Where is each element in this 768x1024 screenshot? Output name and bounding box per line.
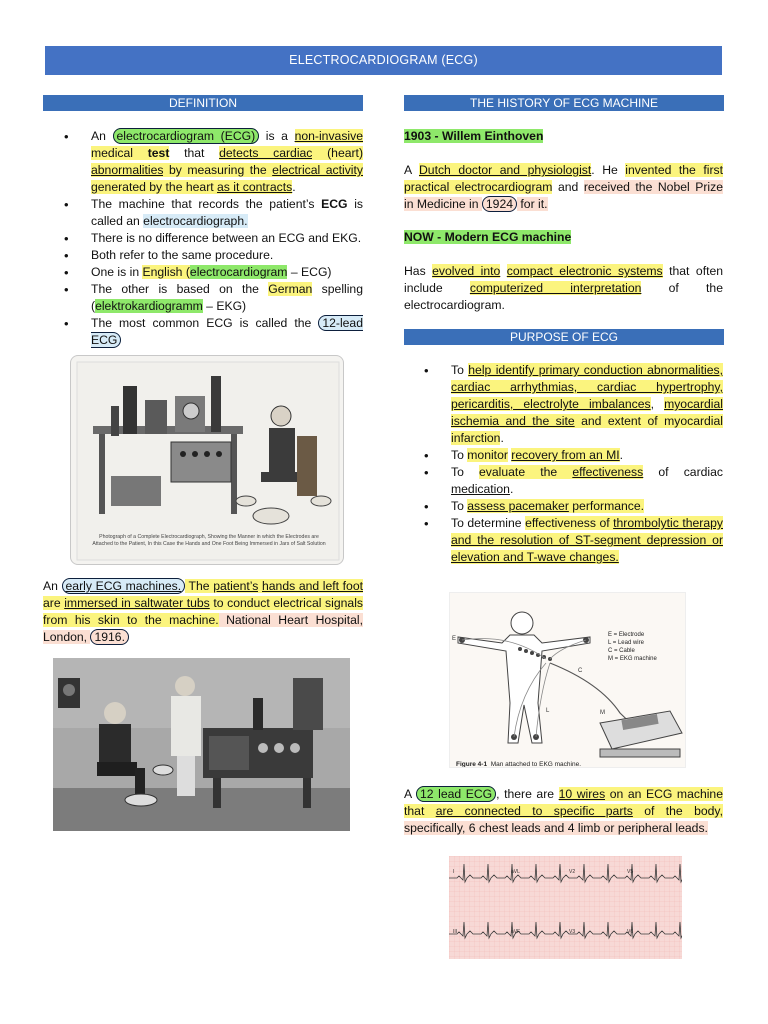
figure-caption: Figure 4-1 Man attached to EKG machine. bbox=[456, 761, 582, 768]
ekg-figure bbox=[449, 592, 686, 768]
page-title: ELECTROCARDIOGRAM (ECG) bbox=[45, 46, 722, 75]
figure-label-m: M bbox=[600, 710, 605, 716]
history-1903-heading: 1903 - Willem Einthoven bbox=[404, 129, 544, 143]
list-item: • To determine effectiveness of thrombolytic therapy and the resolution of ST-segment depression or elevation and T-wave changes. bbox=[424, 515, 723, 566]
figure-label-l: L bbox=[546, 708, 550, 714]
list-item: • The machine that records the patient’s ECG is called an electrocardiograph. bbox=[64, 196, 363, 230]
hospital-ecg-photo bbox=[53, 658, 350, 831]
ecg-trace bbox=[449, 856, 682, 959]
figure-label-c: C bbox=[578, 668, 583, 674]
list-item: • An electrocardiogram (ECG) is a non-invasive medical test that detects cardiac (heart) abnormalities by measuring the electrical activity generated by the heart as it contracts. bbox=[64, 128, 363, 196]
history-now-paragraph: Has evolved into compact electronic systems that often include computerized interpretation of the electrocardiogram. bbox=[404, 264, 724, 312]
figure-label-e: E bbox=[452, 636, 457, 642]
figure-legend: E = Electrode L = Lead wire C = Cable M = EKG machine bbox=[608, 632, 657, 662]
lead-label: V5 bbox=[627, 869, 634, 875]
history-section bbox=[404, 128, 723, 314]
history-now-heading: NOW - Modern ECG machine bbox=[404, 230, 572, 244]
list-item: • One is in English (electrocardiogram – ECG) bbox=[64, 264, 363, 281]
lead-label: V6 bbox=[627, 929, 634, 935]
early-ecg-paragraph: An early ECG machines. The patient’s hands and left foot are immersed in saltwater tubs to conduct electrical signals from his skin to the machine. National Heart Hospital, London, 1916. bbox=[43, 579, 363, 644]
purpose-heading: PURPOSE OF ECG bbox=[404, 329, 724, 345]
definition-list-container bbox=[64, 128, 363, 349]
definition-list bbox=[64, 128, 363, 349]
history-1903-paragraph: A Dutch doctor and physiologist. He invented the first practical electrocardiogram and received the Nobel Prize in Medicine in 1924 for it. bbox=[404, 163, 724, 211]
list-item: • The most common ECG is called the 12-lead ECG bbox=[64, 315, 363, 349]
list-item: • Both refer to the same procedure. bbox=[64, 247, 363, 264]
list-item: • To help identify primary conduction abnormalities, cardiac arrhythmias, cardiac hypertrophy, pericarditis, electrolyte imbalances, myocardial ischemia and the site and extent of myocardial infarction. bbox=[424, 362, 723, 447]
history-heading: THE HISTORY OF ECG MACHINE bbox=[404, 95, 724, 111]
ecg-strip bbox=[449, 856, 682, 959]
list-item: • To assess pacemaker performance. bbox=[424, 498, 723, 515]
list-item: • To monitor recovery from an MI. bbox=[424, 447, 723, 464]
lead-label: I bbox=[453, 869, 455, 875]
lead-label: V2 bbox=[569, 869, 576, 875]
lead-label: aVF bbox=[511, 929, 521, 935]
lead-label: III bbox=[453, 929, 458, 935]
twelve-lead-paragraph: A 12 lead ECG , there are 10 wires on an ECG machine that are connected to specific parts of the body, specifically, 6 chest leads and 4 limb or peripheral leads. bbox=[404, 787, 723, 835]
list-item: • The other is based on the German spelling (elektrokardiogramm – EKG) bbox=[64, 281, 363, 315]
list-item: • There is no difference between an ECG and EKG. bbox=[64, 230, 363, 247]
lead-label: aVL bbox=[511, 869, 520, 875]
photo-caption: Photograph of a Complete Electrocardiograph, Showing the Manner in which the Electrodes are Attached to the Patient, In this Case the Hands and One Foot Being Immersed in Jars of Salt Solution bbox=[92, 534, 326, 547]
hospital-illustration bbox=[53, 658, 350, 831]
einthoven-machine-photo bbox=[70, 355, 344, 565]
purpose-list bbox=[424, 362, 723, 566]
definition-heading: DEFINITION bbox=[43, 95, 363, 111]
ekg-diagram bbox=[450, 593, 686, 768]
lead-label: V3 bbox=[569, 929, 576, 935]
purpose-list-container bbox=[424, 362, 723, 566]
list-item: • To evaluate the effectiveness of cardiac medication. bbox=[424, 464, 723, 498]
